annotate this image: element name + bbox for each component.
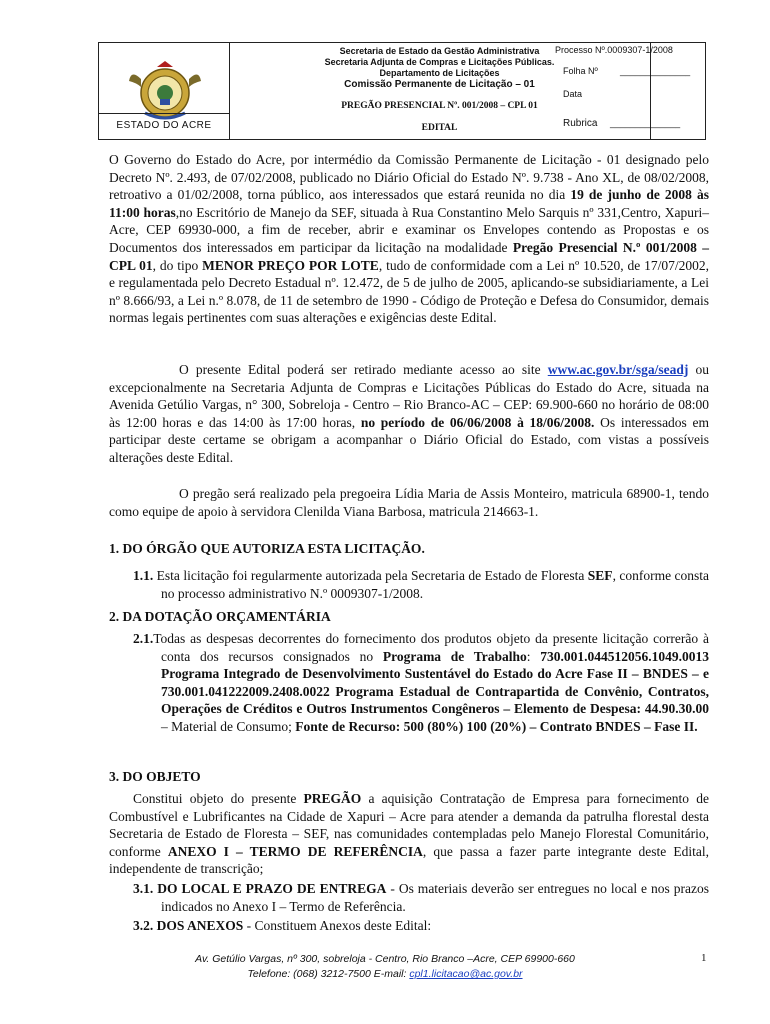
section-3-title: 3. DO OBJETO <box>109 769 201 784</box>
rubrica-blank: ______________ <box>610 118 681 128</box>
folha-blank: ______________ <box>620 66 691 76</box>
footer-email-link[interactable]: cpl1.licitacao@ac.gov.br <box>409 968 523 980</box>
rubrica-label: Rubrica <box>563 118 598 129</box>
data-label: Data <box>563 89 583 99</box>
page-number: 1 <box>701 952 707 964</box>
header-line-2: Secretaria Adjunta de Compras e Licitações Públicas. <box>324 57 555 67</box>
logo-divider <box>99 113 229 114</box>
header-line-4: Comissão Permanente de Licitação – 01 <box>344 79 535 90</box>
footer-contact: Telefone: (068) 3212-7500 E-mail: cpl1.licitacao@ac.gov.br <box>247 968 523 980</box>
estado-label: ESTADO DO ACRE <box>116 120 212 131</box>
section-3-objeto: Constitui objeto do presente PREGÃO a aquisição Contratação de Empresa para fornecimento de Combustível e Lubrificantes na Cidade de Xapuri – Acre para atender a demanda da patrulha florestal desta Secretaria de Estado de Floresta – SEF, nas comunidades contempladas pelo Manejo Florestal Comunitário, conforme ANEXO I – TERMO DE REFERÊNCIA, que passa a fazer parte integrante deste Edital, independente de transcrição; <box>109 791 709 877</box>
header-logo-cell <box>99 43 230 139</box>
header-line-3: Departamento de Licitações <box>379 68 500 78</box>
intro-paragraph-3: O pregão será realizado pela pregoeira Lídia Maria de Assis Monteiro, matricula 68900-1, tendo como equipe de apoio à servidora Clenilda Viana Barbosa, matricula 214663-1. <box>109 486 709 519</box>
header-line-1: Secretaria de Estado da Gestão Administrativa <box>339 46 540 56</box>
section-2-1: 2.1.Todas as despesas decorrentes do fornecimento dos produtos objeto da presente licitação correrão à conta dos recursos consignados no Programa de Trabalho: 730.001.044512056.1049.0013 Programa Integrado de Desenvolvimento Sustentável do Estado do Acre Fase II – BNDES – e 730.001.041222009.2408.0022 Programa Estadual de Contrapartida de Convênio, Contratos, Operações de Créditos e Outros Instrumentos Congêneros – Elemento de Despesa: 44.90.30.00 – Material de Consumo; Fonte de Recurso: 500 (80%) 100 (20%) – Contrato BNDES – Fase II. <box>133 631 710 734</box>
section-1-title: 1. DO ÓRGÃO QUE AUTORIZA ESTA LICITAÇÃO. <box>109 541 425 556</box>
section-2-title: 2. DA DOTAÇÃO ORÇAMENTÁRIA <box>109 609 331 624</box>
section-3-2: 3.2. DOS ANEXOS - Constituem Anexos deste Edital: <box>133 918 432 933</box>
intro-paragraph-2: O presente Edital poderá ser retirado mediante acesso ao site www.ac.gov.br/sga/seadj ou excepcionalmente na Secretaria Adjunta de Compras e Licitações Públicas do Estado do Acre, situada na Avenida Getúlio Vargas, n° 300, Sobreloja - Centro – Rio Branco-AC – CEP: 69.900-660 no horário de 08:00 às 12:00 horas e das 14:00 às 17:00 horas, no período de 06/06/2008 à 18/06/2008. Os interessados em participar deste certame se obrigam a acompanhar o Diário Oficial do Estado, com vistas a possíveis alterações deste Edital. <box>109 362 710 465</box>
header-pregao: PREGÃO PRESENCIAL Nº. 001/2008 – CPL 01 <box>341 101 538 111</box>
folha-label: Folha Nº <box>563 66 598 76</box>
section-1-1: 1.1. Esta licitação foi regularmente autorizada pela Secretaria de Estado de Floresta SEF, conforme consta no processo administrativo N.º 0009307-1/2008. <box>133 568 709 601</box>
header-edital: EDITAL <box>421 123 458 133</box>
section-3-1: 3.1. DO LOCAL E PRAZO DE ENTREGA - Os materiais deverão ser entregues no local e nos prazos indicados no Anexo I – Termo de Referência. <box>133 881 709 914</box>
processo-number: Processo Nº.0009307-1/2008 <box>555 45 673 55</box>
edital-site-link[interactable]: www.ac.gov.br/sga/seadj <box>547 362 689 377</box>
intro-paragraph-1: O Governo do Estado do Acre, por intermédio da Comissão Permanente de Licitação - 01 designado pelo Decreto Nº. 2.493, de 07/02/2008, publicado no Diário Oficial do Estado Nº. 9.738 - Ano XL, de 08/02/2008, retroativo a 01/02/2008, torna público, aos interessados que estará reunida no dia 19 de junho de 2008 às 11:00 horas,no Escritório de Manejo da SEF, situada à Rua Constantino Melo Sarquis nº 331,Centro, Xapuri–Acre, CEP 69930-000, a fim de receber, abrir e examinar os Envelopes contendo as Propostas e os Documentos dos interessados em participar da licitação na modalidade Pregão Presencial N.º 001/2008 – CPL 01, do tipo MENOR PREÇO POR LOTE, tudo de conformidade com a Lei nº 10.520, de 17/07/2002, e regulamentada pelo Decreto Estadual nº. 12.472, de 5 de julho de 2005, aplicando-se subsidiariamente, a Lei nº 8.666/93, a Lei n.º 8.078, de 11 de setembro de 1990 - Código de Proteção e Defesa do Consumidor, demais normas legais pertinentes com suas alterações e exigências deste Edital. <box>109 152 709 326</box>
footer-address: Av. Getúlio Vargas, nº 300, sobreloja - Centro, Rio Branco –Acre, CEP 69900-660 <box>195 953 575 965</box>
